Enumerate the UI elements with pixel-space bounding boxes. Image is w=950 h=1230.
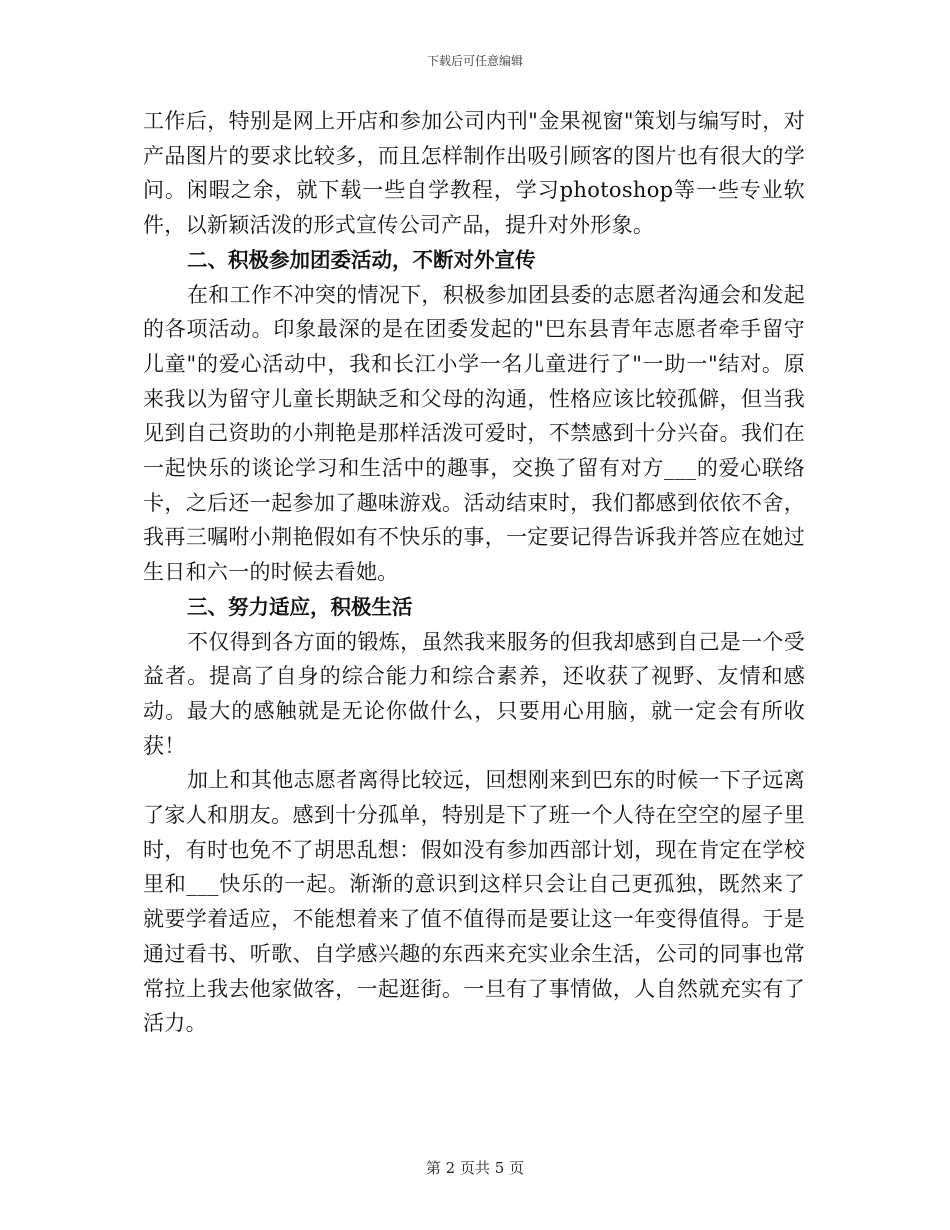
section-heading-league-activities: 二、积极参加团委活动，不断对外宣传	[187, 247, 536, 272]
section-heading-adapt-live: 三、努力适应，积极生活	[187, 594, 413, 619]
page-number-footer: 第 2 页共 5 页	[425, 1159, 525, 1177]
paragraph-product-images: 工作后，特别是网上开店和参加公司内刊"金果视窗"策划与编写时，对产品图片的要求比较多，而且怎样制作出吸引顾客的图片也有很大的学问。闲暇之余，就下载一些自学教程，学习photoshop等一些专业软件，以新颖活泼的形式宣传公司产品，提升对外形象。	[143, 109, 805, 238]
document-body	[143, 104, 805, 1041]
paragraph-volunteer-activity: 在和工作不冲突的情况下，积极参加团县委的志愿者沟通会和发起的各项活动。印象最深的是在团委发起的"巴东县青年志愿者牵手留守儿童"的爱心活动中，我和长江小学一名儿童进行了"一助一"结对。原来我以为留守儿童长期缺乏和父母的沟通，性格应该比较孤僻，但当我见到自己资助的小荆艳是那样活泼可爱时，不禁感到十分兴奋。我们在一起快乐的谈论学习和生活中的趣事，交换了留有对方___的爱心联络卡，之后还一起参加了趣味游戏。活动结束时，我们都感到依依不舍，我再三嘱咐小荆艳假如有不快乐的事，一定要记得告诉我并答应在她过生日和六一的时候去看她。	[143, 282, 805, 585]
paragraph-beneficiary: 不仅得到各方面的锻炼，虽然我来服务的但我却感到自己是一个受益者。提高了自身的综合能力和综合素养，还收获了视野、友情和感动。最大的感触就是无论你做什么，只要用心用脑，就一定会有所收获！	[143, 629, 805, 758]
page-header: 下载后可任意编辑	[426, 54, 523, 68]
paragraph-loneliness: 加上和其他志愿者离得比较远，回想刚来到巴东的时候一下子远离了家人和朋友。感到十分孤单，特别是下了班一个人待在空空的屋子里时，有时也免不了胡思乱想：假如没有参加西部计划，现在肯定在学校里和___快乐的一起。渐渐的意识到这样只会让自己更孤独，既然来了就要学着适应，不能想着来了值不值得而是要让这一年变得值得。于是通过看书、听歌、自学感兴趣的东西来充实业余生活，公司的同事也常常拉上我去他家做客，一起逛街。一旦有了事情做，人自然就充实有了活力。	[143, 768, 805, 1036]
